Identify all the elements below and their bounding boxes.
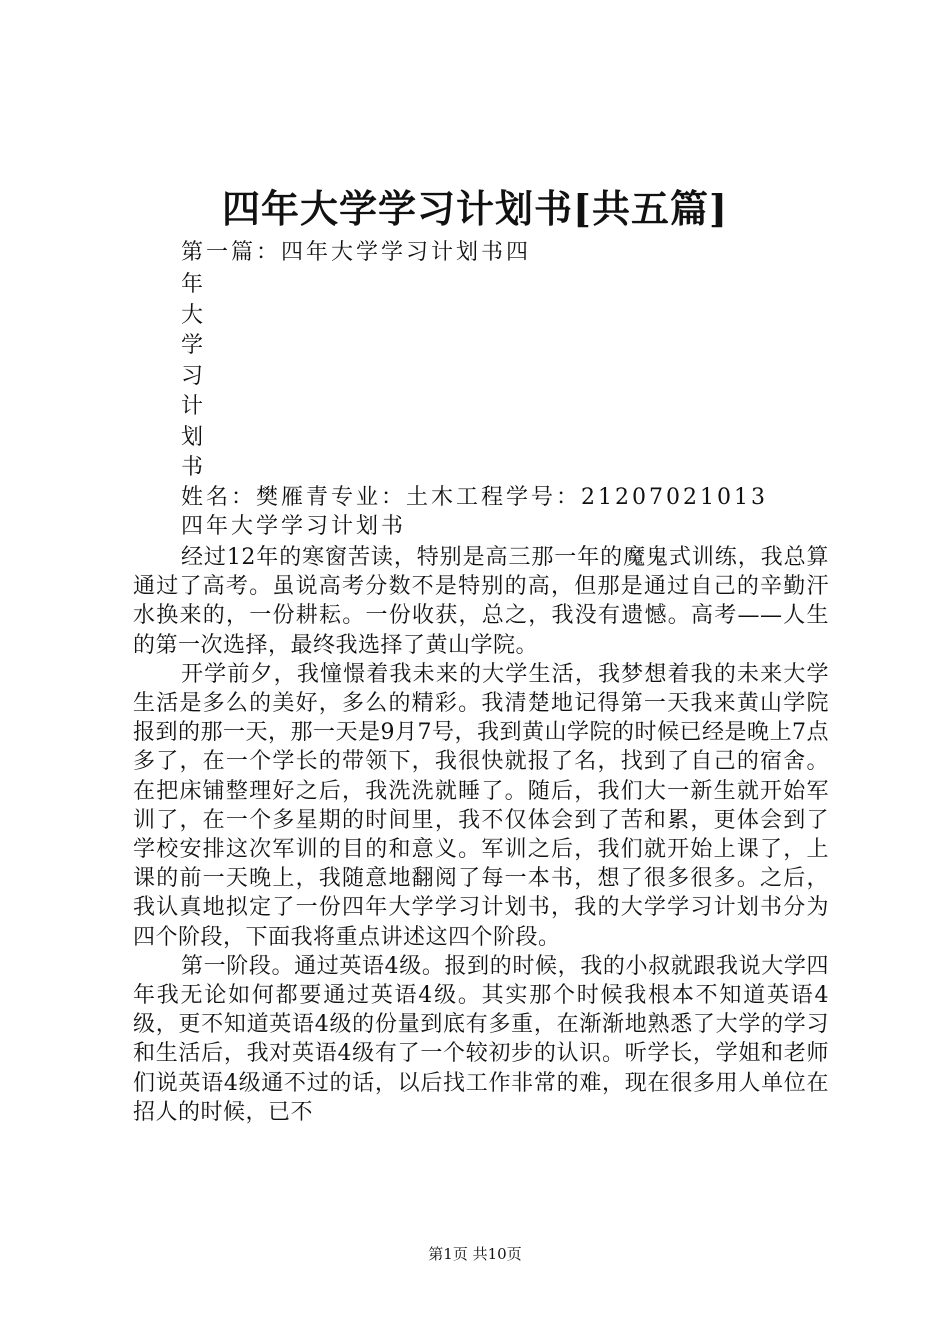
document-title: 四年大学学习计划书[共五篇] [222,186,728,231]
paragraph: 经过12年的寒窗苦读，特别是高三那一年的魔鬼式训练，我总算通过了高考。虽说高考分数不是特别的高，但那是通过自己的辛勤汗水换来的，一份耕耘。一份收获，总之，我没有遗憾。高考——人生的第一次选择，最终我选择了黄山学院。 [133,545,829,658]
vertical-title-chars [181,270,211,484]
body-text [133,543,829,1127]
paragraph: 开学前夕，我憧憬着我未来的大学生活，我梦想着我的未来大学生活是多么的美好，多么的精彩。我清楚地记得第一天我来黄山学院报到的那一天，那一天是9月7号，我到黄山学院的时候已经是晚上7点多了，在一个学长的带领下，我很快就报了名，找到了自己的宿舍。在把床铺整理好之后，我洗洗就睡了。随后，我们大一新生就开始军训了，在一个多星期的时间里，我不仅体会到了苦和累，更体会到了学校安排这次军训的目的和意义。军训之后，我们就开始上课了，上课的前一天晚上，我随意地翻阅了每一本书，想了很多很多。之后，我认真地拟定了一份四年大学学习计划书，我的大学学习计划书分为四个阶段，下面我将重点讲述这四个阶段。 [133,661,829,950]
author-line: 姓名：樊雁青专业：土木工程学号：21207021013 [181,485,768,510]
vertical-char: 学 [181,333,204,358]
vertical-char: 习 [181,363,204,389]
paragraph: 第一阶段。通过英语4级。报到的时候，我的小叔就跟我说大学四年我无论如何都要通过英语4级。其实那个时候我根本不知道英语4级，更不知道英语4级的份量到底有多重，在渐渐地熟悉了大学的学习和生活后，我对英语4级有了一个较初步的认识。听学长，学姐和老师们说英语4级通不过的话，以后找工作非常的难，现在很多用人单位在招人的时候，已不 [133,953,829,1125]
chapter-heading: 第一篇：四年大学学习计划书四 [181,240,532,265]
page-footer: 第1页 共10页 [428,1245,522,1263]
vertical-char: 书 [181,455,204,480]
vertical-char: 大 [181,302,204,328]
subtitle: 四年大学学习计划书 [181,514,407,539]
vertical-char: 年 [181,272,204,297]
vertical-char: 划 [181,424,204,450]
vertical-char: 计 [181,394,204,419]
